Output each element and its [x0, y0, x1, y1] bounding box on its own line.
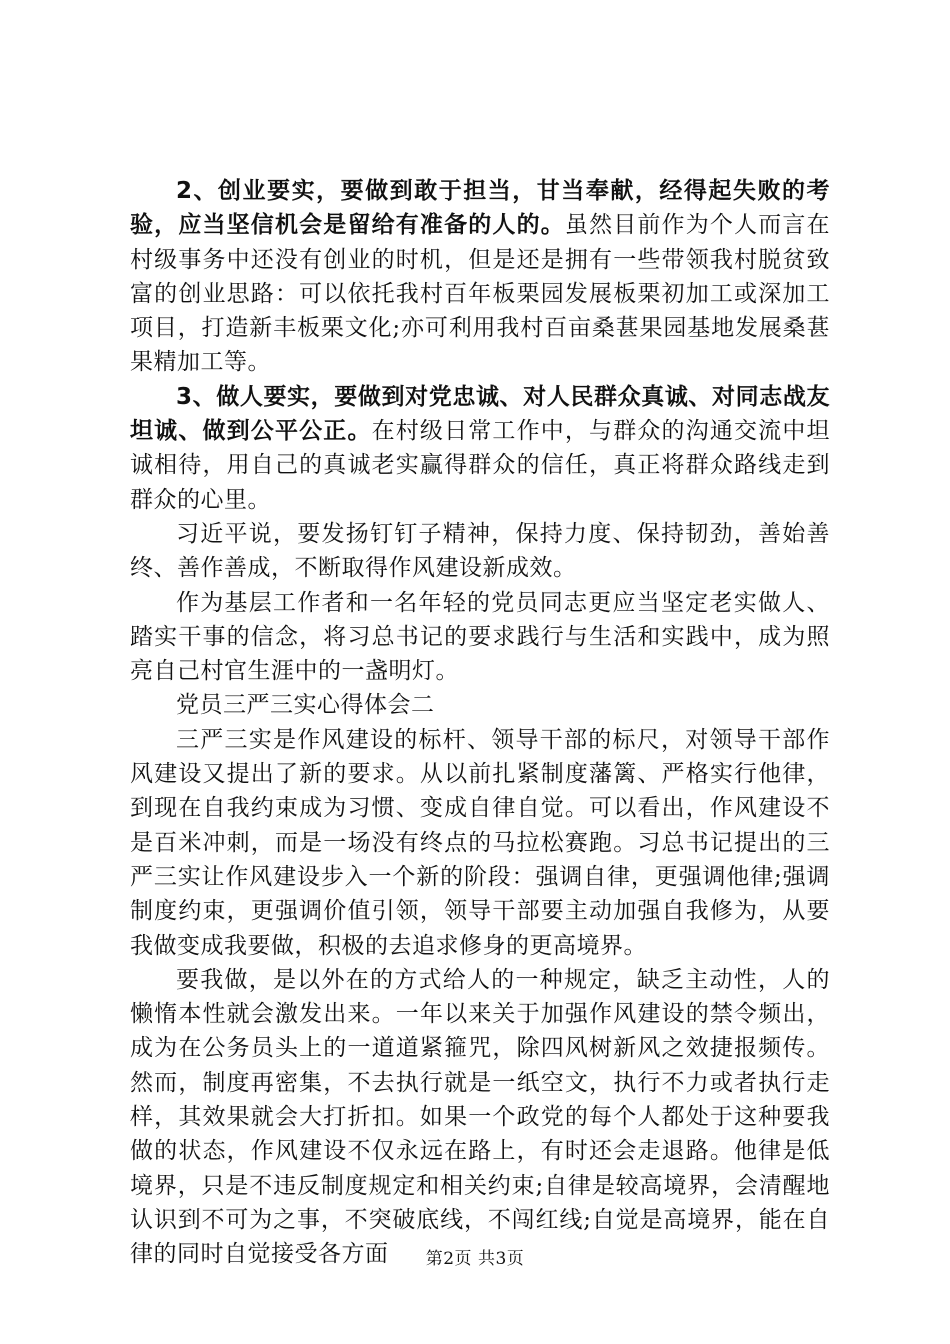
paragraph-6: [130, 963, 830, 1272]
section-heading-text: 党员三严三实心得体会二: [176, 692, 435, 719]
paragraph-5-text: 三严三实是作风建设的标杆、领导干部的标尺，对领导干部作风建设又提出了新的要求。从以前扎紧制度藩篱、严格实行他律，到现在自我约束成为习惯、变成自律自觉。可以看出，作风建设不是百米冲刺，而是一场没有终点的马拉松赛跑。习总书记提出的三严三实让作风建设步入一个新的阶段：强调自律，更强调他律;强调制度约束，更强调价值引领，领导干部要主动加强自我修为，从要我做变成我要做，积极的去追求修身的更高境界。: [130, 726, 830, 959]
paragraph-2-text: 在村级日常工作中，与群众的沟通交流中坦诚相待，用自己的真诚老实赢得群众的信任，真正将群众路线走到群众的心里。: [130, 418, 831, 513]
paragraph-5: [130, 723, 830, 963]
paragraph-2-emphasis: 3、做人要实，要做到对党忠诚、对人民群众真诚、对同志战友坦诚、做到公平公正。: [130, 383, 830, 445]
paragraph-4-text: 作为基层工作者和一名年轻的党员同志更应当坚定老实做人、踏实干事的信念，将习总书记的要求践行与生活和实践中，成为照亮自己村官生涯中的一盏明灯。: [130, 589, 830, 685]
paragraph-4: [130, 586, 830, 689]
page-number-footer: 第2页 共3页: [425, 1249, 525, 1269]
paragraph-1-emphasis: 2、创业要实，要做到敢于担当，甘当奉献，经得起失败的考验，应当坚信机会是留给有准备的人的。: [130, 178, 830, 239]
paragraph-2: [130, 380, 830, 517]
paragraph-1-text: 虽然目前作为个人而言在村级事务中还没有创业的时机，但是还是拥有一些带领我村脱贫致富的创业思路：可以依托我村百年板栗园发展板栗初加工或深加工项目，打造新丰板栗文化;亦可利用我村百亩桑葚果园基地发展桑葚果精加工等。: [130, 212, 831, 376]
paragraph-3-text: 习近平说，要发扬钉钉子精神，保持力度、保持韧劲，善始善终、善作善成，不断取得作风建设新成效。: [130, 520, 830, 582]
paragraph-6-text: 要我做，是以外在的方式给人的一种规定，缺乏主动性，人的懒惰本性就会激发出来。一年以来关于加强作风建设的禁令频出，成为在公务员头上的一道道紧箍咒，除四风树新风之效捷报频传。然而，制度再密集，不去执行就是一纸空文，执行不力或者执行走样，其效果就会大打折扣。如果一个政党的每个人都处于这种要我做的状态，作风建设不仅永远在路上，有时还会走退路。他律是低境界，只是不违反制度规定和相关约束;自律是较高境界，会清醒地认识到不可为之事，不突破底线，不闯红线;自觉是高境界，能在自律的同时自觉接受各方面: [130, 966, 830, 1268]
paragraph-1: [130, 174, 830, 380]
document-body: [130, 174, 830, 1272]
section-heading: [130, 688, 830, 722]
paragraph-3: [130, 517, 830, 586]
